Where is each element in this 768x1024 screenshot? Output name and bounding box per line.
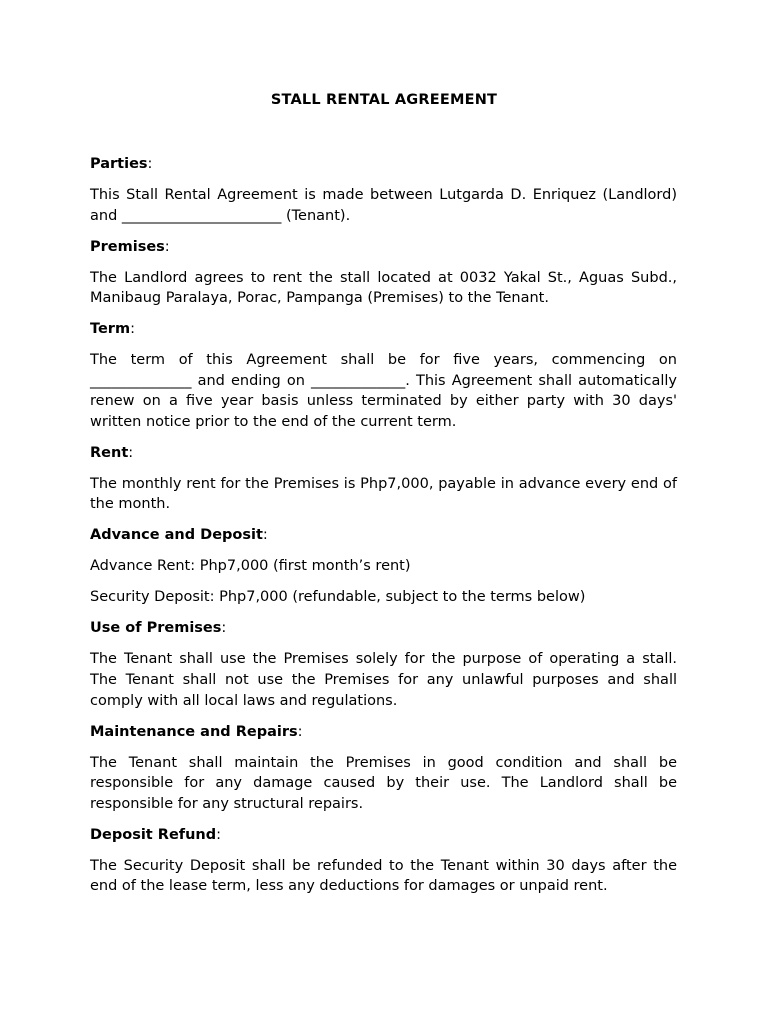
- section-text-parties: This Stall Rental Agreement is made between Lutgarda D. Enriquez (Landlord) and ______________________ (Tenant).: [90, 186, 677, 224]
- document-title: STALL RENTAL AGREEMENT: [270, 92, 498, 108]
- section-text-deposit-refund: The Security Deposit shall be refunded to the Tenant within 30 days after the end of the lease term, less any deductions for damages or unpaid rent.: [90, 857, 677, 895]
- advance-rent-line: Advance Rent: Php7,000 (first month’s rent): [90, 558, 411, 575]
- section-text-premises: The Landlord agrees to rent the stall located at 0032 Yakal St., Aguas Subd., Manibaug Paralaya, Porac, Pampanga (Premises) to the Tenant.: [90, 269, 677, 307]
- section-text-term: The term of this Agreement shall be for five years, commencing on ______________ and ending on _____________. This Agreement shall automatically renew on a five year basis unless terminated by either party with 30 days' written notice prior to the end of the current term.: [90, 352, 677, 430]
- section-heading-use-of-premises: Use of Premises:: [90, 620, 227, 637]
- section-heading-parties: Parties:: [90, 156, 153, 172]
- document-body: [90, 154, 677, 907]
- section-heading-maintenance: Maintenance and Repairs:: [90, 723, 303, 740]
- section-heading-deposit-refund: Deposit Refund:: [90, 826, 222, 843]
- section-heading-premises: Premises:: [90, 238, 170, 255]
- section-text-use-of-premises: The Tenant shall use the Premises solely for the purpose of operating a stall. The Tenant shall not use the Premises for any unlawful purposes and shall comply with all local laws and regulations.: [90, 651, 677, 709]
- security-deposit-line: Security Deposit: Php7,000 (refundable, subject to the terms below): [90, 589, 586, 606]
- section-text-rent: The monthly rent for the Premises is Php7,000, payable in advance every end of the month.: [90, 475, 677, 513]
- section-heading-advance-deposit: Advance and Deposit:: [90, 527, 268, 544]
- section-heading-rent: Rent:: [90, 444, 134, 461]
- section-heading-term: Term:: [90, 321, 135, 338]
- section-text-maintenance: The Tenant shall maintain the Premises in good condition and shall be responsible for any damage caused by their use. The Landlord shall be responsible for any structural repairs.: [90, 754, 677, 812]
